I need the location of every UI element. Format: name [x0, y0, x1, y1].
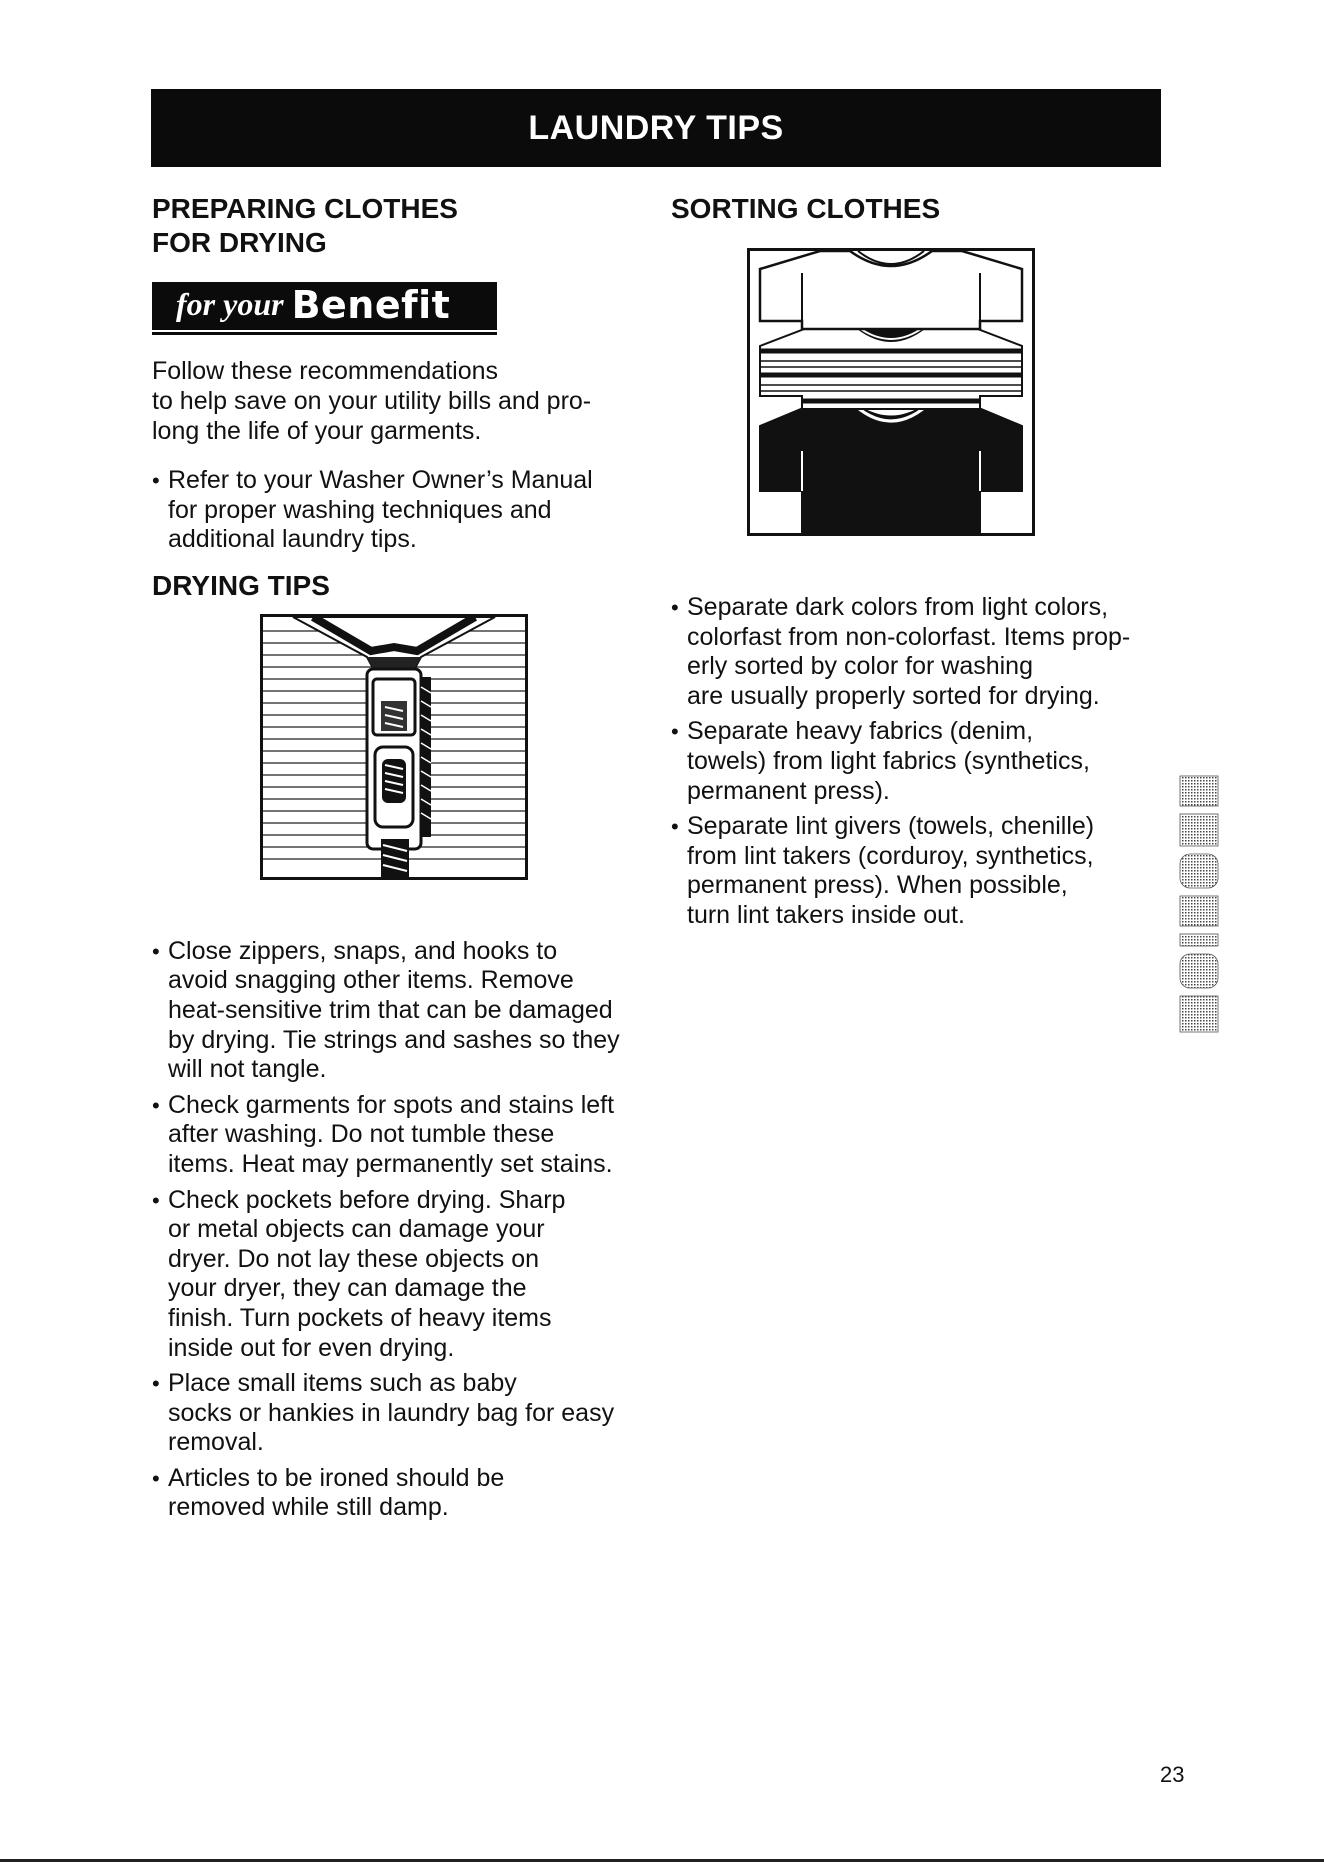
text-line: • Check pockets before drying. Sharp	[168, 1185, 566, 1214]
text-line: items. Heat may permanently set stains.	[168, 1149, 613, 1178]
list-item	[152, 1091, 672, 1180]
text-line: are usually properly sorted for drying.	[687, 681, 1100, 710]
language-side-tab	[1176, 774, 1222, 1036]
heading-line: FOR DRYING	[152, 227, 327, 258]
text-line: Follow these recommendations	[152, 357, 498, 385]
text-line: for proper washing techniques and	[168, 495, 552, 524]
list-item	[152, 466, 672, 555]
bottom-divider	[0, 1859, 1324, 1862]
text-line: after washing. Do not tumble these	[168, 1120, 555, 1149]
shirts-icon	[750, 251, 1032, 533]
section-heading-preparing	[152, 192, 672, 260]
text-line: towels) from light fabrics (synthetics,	[687, 746, 1090, 775]
text-line: heat-sensitive trim that can be damaged	[168, 995, 613, 1024]
drying-bullet-list	[152, 937, 672, 1523]
sorted-shirts-illustration	[747, 248, 1035, 536]
section-heading-sorting: SORTING CLOTHES	[671, 193, 941, 224]
text-line: • Check garments for spots and stains left	[168, 1090, 615, 1119]
text-line: turn lint takers inside out.	[687, 900, 965, 929]
text-line: long the life of your garments.	[152, 417, 482, 445]
zipper-illustration	[260, 614, 528, 880]
text-line: • Place small items such as baby	[168, 1369, 517, 1398]
badge-for-your: for your	[176, 286, 284, 322]
text-line: • Separate lint givers (towels, chenille)	[687, 812, 1095, 841]
page-title: LAUNDRY TIPS	[528, 108, 784, 147]
text-line: • Separate heavy fabrics (denim,	[687, 717, 1034, 746]
list-item	[671, 812, 1171, 930]
text-line: inside out for even drying.	[168, 1333, 455, 1362]
text-line: permanent press). When possible,	[687, 871, 1068, 900]
list-item	[671, 593, 1171, 711]
list-item	[671, 717, 1171, 806]
intro-paragraph	[152, 356, 672, 446]
badge-benefit: Benefit	[291, 282, 451, 327]
text-line: colorfast from non-colorfast. Items prop-	[687, 622, 1131, 651]
page-number: 23	[1160, 1762, 1185, 1787]
text-line: avoid snagging other items. Remove	[168, 966, 574, 995]
text-line: dryer. Do not lay these objects on	[168, 1244, 540, 1273]
english-tab-icon	[1176, 774, 1222, 1036]
list-item	[152, 1369, 672, 1458]
text-line: finish. Turn pockets of heavy items	[168, 1303, 552, 1332]
heading-line: PREPARING CLOTHES	[152, 193, 458, 224]
sorting-bullet-list	[671, 593, 1171, 931]
text-line: • Articles to be ironed should be	[168, 1463, 505, 1492]
text-line: socks or hankies in laundry bag for easy	[168, 1398, 615, 1427]
text-line: or metal objects can damage your	[168, 1215, 545, 1244]
text-line: permanent press).	[687, 776, 890, 805]
text-line: • Separate dark colors from light colors,	[687, 593, 1109, 621]
text-line: by drying. Tie strings and sashes so they	[168, 1025, 620, 1054]
page-title-banner	[151, 89, 1161, 167]
text-line: additional laundry tips.	[168, 525, 417, 554]
for-your-benefit-badge	[152, 282, 497, 330]
text-line: to help save on your utility bills and pro-	[152, 387, 592, 415]
section-heading-drying-tips: DRYING TIPS	[152, 569, 330, 601]
list-item	[152, 937, 672, 1085]
text-line: removal.	[168, 1428, 264, 1457]
preparing-bullet-list	[152, 466, 672, 555]
list-item	[152, 1464, 672, 1523]
text-line: erly sorted by color for washing	[687, 652, 1033, 681]
text-line: your dryer, they can damage the	[168, 1274, 527, 1303]
text-line: • Close zippers, snaps, and hooks to	[168, 936, 558, 965]
text-line: removed while still damp.	[168, 1493, 449, 1522]
text-line: • Refer to your Washer Owner’s Manual	[168, 466, 593, 494]
text-line: from lint takers (corduroy, synthetics,	[687, 841, 1094, 870]
zipper-icon	[263, 617, 525, 877]
list-item	[152, 1186, 672, 1364]
text-line: will not tangle.	[168, 1055, 327, 1084]
